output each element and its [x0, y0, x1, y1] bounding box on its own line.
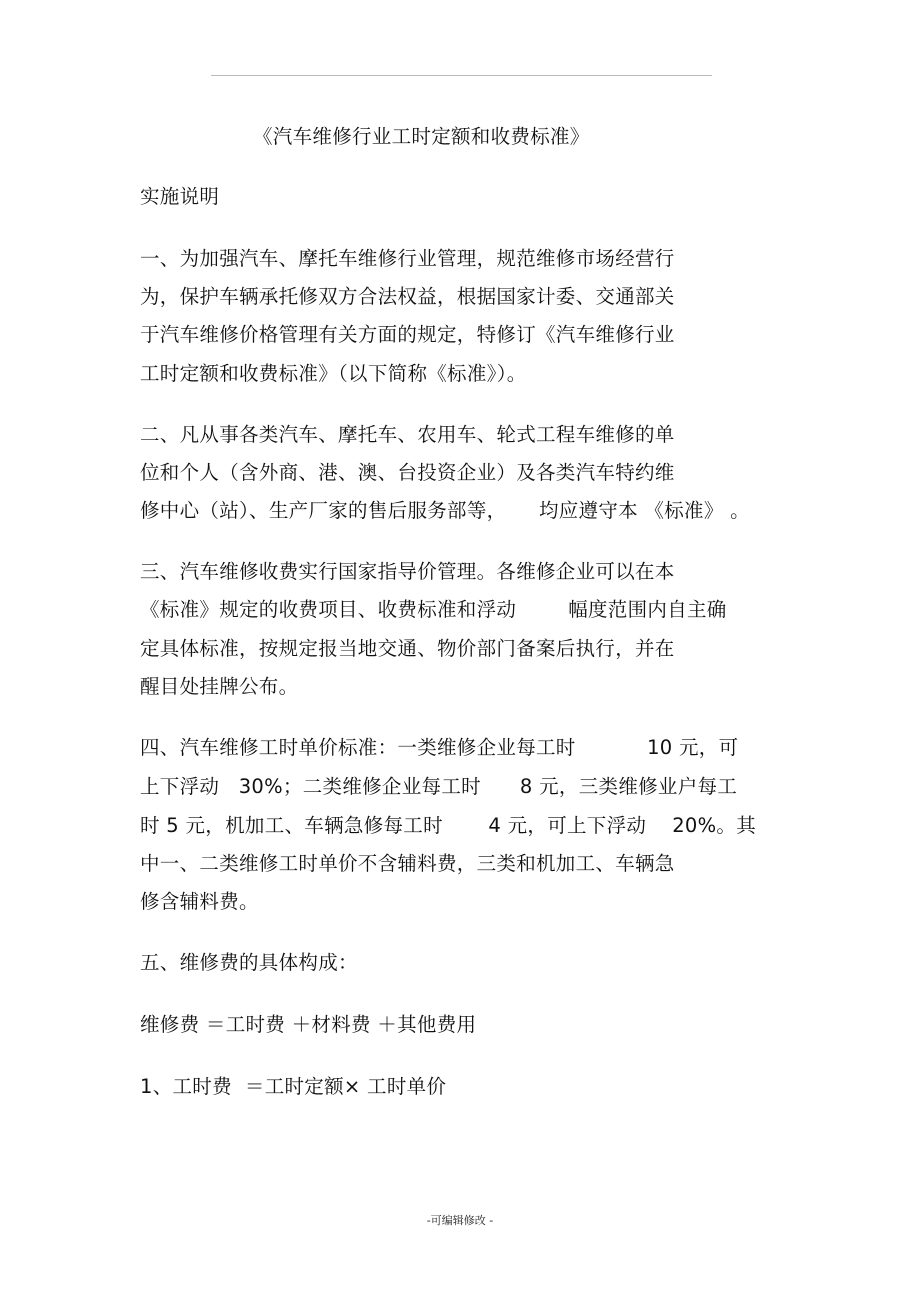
text-line: 中一、二类维修工时单价不含辅料费，三类和机加工、车辆急 — [140, 852, 675, 875]
text-line: 醒目处挂牌公布。 — [140, 675, 299, 698]
section-heading: 实施说明 — [140, 185, 220, 208]
paragraph-5: 五、维修费的具体构成： — [140, 951, 358, 974]
text-line: 《标准》规定的收费项目、收费标准和浮动 幅度范围内自主确 — [140, 598, 727, 621]
text-line: 定具体标准，按规定报当地交通、物价部门备案后执行，并在 — [140, 637, 675, 660]
text-line: 时 5 元，机加工、车辆急修每工时 4 元，可上下浮动 20%。其 — [140, 814, 757, 837]
text-line: 一、为加强汽车、摩托车维修行业管理，规范维修市场经营行 — [140, 247, 675, 270]
text-line: 上下浮动 30%；二类维修企业每工时 8 元，三类维修业户每工 — [140, 775, 738, 798]
text-line: 四、汽车维修工时单价标准：一类维修企业每工时 10 元，可 — [140, 736, 739, 759]
page-footer: -可编辑修改 - — [426, 1214, 494, 1227]
text-line: 为，保护车辆承托修双方合法权益，根据国家计委、交通部关 — [140, 285, 675, 308]
text-line: 修中心（站）、生产厂家的售后服务部等， 均应遵守本 《标准》 。 — [140, 499, 750, 522]
text-line: 二、凡从事各类汽车、摩托车、农用车、轮式工程车维修的单 — [140, 423, 675, 446]
formula-line: 维修费 ＝工时费 ＋材料费 ＋其他费用 — [140, 1013, 477, 1036]
text-line: 于汽车维修价格管理有关方面的规定，特修订《汽车维修行业 — [140, 323, 675, 346]
header-rule — [211, 75, 712, 76]
formula-line: 1、工时费 ＝工时定额× 工时单价 — [140, 1075, 447, 1098]
document-title: 《汽车维修行业工时定额和收费标准》 — [253, 125, 590, 148]
text-line: 三、汽车维修收费实行国家指导价管理。各维修企业可以在本 — [140, 560, 675, 583]
text-line: 修含辅料费。 — [140, 890, 259, 913]
text-line: 工时定额和收费标准》（以下简称《标准》）。 — [140, 362, 527, 385]
text-line: 位和个人（含外商、港、澳、台投资企业）及各类汽车特约维 — [140, 461, 675, 484]
